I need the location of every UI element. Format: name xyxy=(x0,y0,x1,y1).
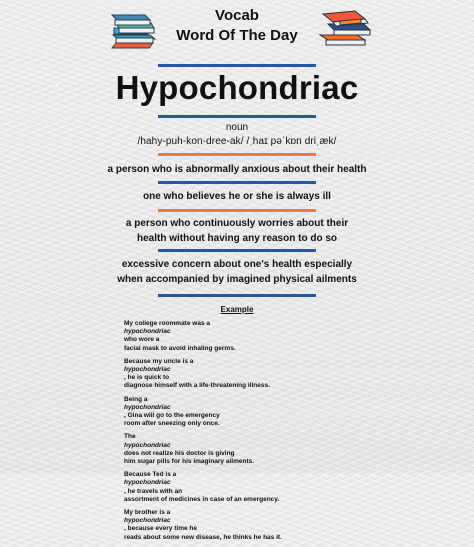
definition-1: a person who is abnormally anxious about their health xyxy=(107,164,367,175)
example-keyword: hypochondriac xyxy=(124,403,171,411)
word-title: Hypochondriac xyxy=(115,69,359,106)
definition-3-line-2: health without having any reason to do so xyxy=(136,233,337,244)
header-line-2: Word Of The Day xyxy=(176,27,298,44)
example-keyword: hypochondriac xyxy=(124,328,171,336)
books-stack-icon xyxy=(316,7,374,51)
example-text: does not realize his doctor is giving xyxy=(124,449,235,457)
example-line-1 xyxy=(124,358,360,383)
example-text: The xyxy=(124,433,136,441)
definition-4-line-2: when accompanied by imagined physical ailments xyxy=(117,274,357,285)
example-line-1 xyxy=(124,396,360,421)
example-line-2: assortment of medicines in case of an emergency. xyxy=(124,495,280,503)
example-keyword: hypochondriac xyxy=(124,517,171,525)
example-item xyxy=(124,471,360,504)
definition-3-line-1: a person who continuously worries about their xyxy=(125,218,349,229)
example-item xyxy=(124,358,360,391)
example-line-1 xyxy=(124,320,360,345)
example-text: , Gina will go to the emergency xyxy=(124,412,220,420)
example-text: Because Ted is a xyxy=(124,471,177,479)
example-text: Because my uncle is a xyxy=(124,357,194,365)
title-blue-rule xyxy=(158,115,316,118)
example-line-2: facial mask to avoid inhaling germs. xyxy=(124,344,236,352)
part-of-speech: noun xyxy=(225,122,249,133)
example-line-1 xyxy=(124,433,360,458)
example-text: My college roommate was a xyxy=(124,320,210,327)
example-text: Being a xyxy=(124,395,148,403)
example-line-2: him sugar pills for his imaginary ailments. xyxy=(124,458,255,466)
example-line-1 xyxy=(124,471,360,496)
orange-rule-1 xyxy=(158,153,316,156)
example-heading: Example xyxy=(220,305,254,314)
header-line-1: Vocab xyxy=(215,7,259,24)
definition-4-line-1: excessive concern about one's health especially xyxy=(121,259,353,270)
example-text: who wore a xyxy=(124,336,160,344)
example-keyword: hypochondriac xyxy=(124,441,171,449)
blue-rule-2 xyxy=(158,181,316,184)
example-line-2: diagnose himself with a life-threatening illness. xyxy=(124,382,270,390)
example-line-1 xyxy=(124,509,360,534)
examples-list xyxy=(124,320,360,547)
example-keyword: hypochondriac xyxy=(124,366,171,374)
definition-2: one who believes he or she is always ill xyxy=(143,191,331,202)
example-line-2: room after sneezing only once. xyxy=(124,420,220,428)
example-text: , because every time he xyxy=(124,525,197,533)
blue-rule-3 xyxy=(158,249,316,252)
header xyxy=(0,6,474,46)
example-item xyxy=(124,320,360,353)
pronunciation: /hahy-puh-kon-dree-ak/ /ˌhaɪ pəˈkɒn driˌæk/ xyxy=(137,136,337,147)
example-text: , he is quick to xyxy=(124,374,170,382)
blue-rule-4 xyxy=(158,294,316,297)
example-text: , he travels with an xyxy=(124,487,183,495)
top-blue-rule xyxy=(158,64,316,67)
example-item xyxy=(124,509,360,542)
example-keyword: hypochondriac xyxy=(124,479,171,487)
example-item xyxy=(124,433,360,466)
orange-rule-2 xyxy=(158,209,316,212)
example-line-2: reads about some new disease, he thinks he has it. xyxy=(124,533,282,541)
example-item xyxy=(124,396,360,429)
example-text: My brother is a xyxy=(124,509,171,517)
